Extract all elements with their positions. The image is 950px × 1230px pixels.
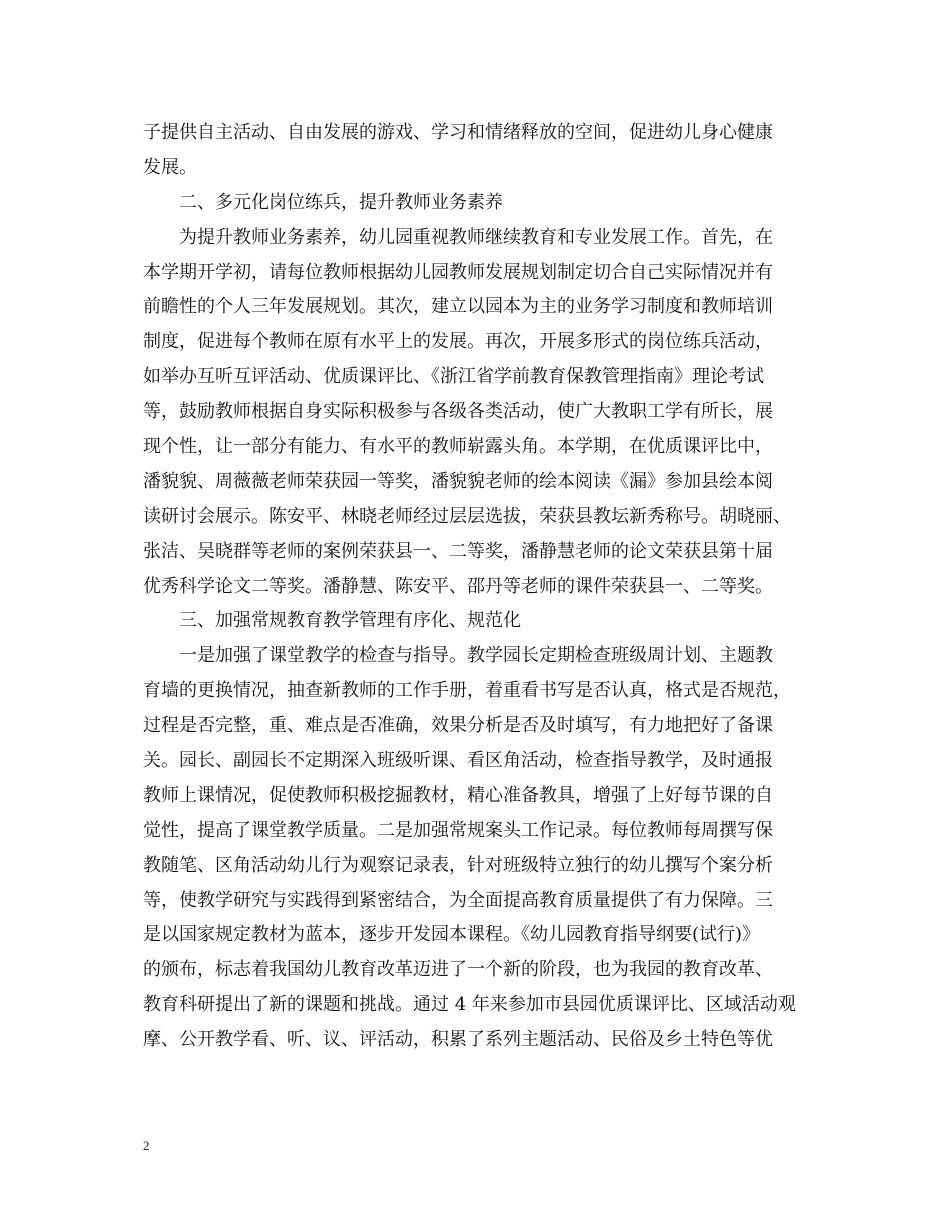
text-line: 本学期开学初，请每位教师根据幼儿园教师发展规划制定切合自己实际情况并有 (143, 261, 773, 283)
text-line: 优秀科学论文二等奖。潘静慧、陈安平、邵丹等老师的课件荣获县一、二等奖。 (143, 575, 773, 597)
body-text (143, 116, 823, 1058)
text-line: 是以国家规定教材为蓝本，逐步开发园本课程。《幼儿园教育指导纲要(试行)》 (143, 924, 761, 946)
text-line: 发展。 (143, 156, 197, 178)
text-line: 读研讨会展示。陈安平、林晓老师经过层层选拔，荣获县教坛新秀称号。胡晓丽、 (143, 505, 791, 527)
text-line: 制度，促进每个教师在原有水平上的发展。再次，开展多形式的岗位练兵活动， (143, 331, 773, 353)
text-line: 育墙的更换情况，抽查新教师的工作手册，着重看书写是否认真，格式是否规范， (143, 680, 791, 702)
page-number: 2 (143, 1138, 150, 1153)
text-line: 教育科研提出了新的课题和挑战。通过 4 年来参加市县园优质课评比、区域活动观 (143, 994, 796, 1016)
text-line: 为提升教师业务素养，幼儿园重视教师继续教育和专业发展工作。首先，在 (179, 226, 773, 248)
text-line: 教师上课情况，促使教师积极挖掘教材，精心准备教具，增强了上好每节课的自 (143, 784, 773, 806)
text-line: 等，使教学研究与实践得到紧密结合，为全面提高教育质量提供了有力保障。三 (143, 889, 773, 911)
text-line: 前瞻性的个人三年发展规划。其次，建立以园本为主的业务学习制度和教师培训 (143, 296, 773, 318)
text-line: 现个性，让一部分有能力、有水平的教师崭露头角。本学期，在优质课评比中， (143, 436, 773, 458)
text-line: 三、加强常规教育教学管理有序化、规范化 (179, 610, 521, 632)
text-line: 觉性，提高了课堂教学质量。二是加强常规案头工作记录。每位教师每周撰写保 (143, 819, 773, 841)
text-line: 关。园长、副园长不定期深入班级听课、看区角活动，检查指导教学，及时通报 (143, 750, 773, 772)
text-line: 张洁、吴晓群等老师的案例荣获县一、二等奖，潘静慧老师的论文荣获县第十届 (143, 540, 773, 562)
text-line: 如举办互听互评活动、优质课评比、《浙江省学前教育保教管理指南》理论考试 (143, 366, 764, 388)
text-line: 的颁布，标志着我国幼儿教育改革迈进了一个新的阶段，也为我园的教育改革、 (143, 959, 773, 981)
text-line: 子提供自主活动、自由发展的游戏、学习和情绪释放的空间，促进幼儿身心健康 (143, 122, 773, 143)
text-line: 等，鼓励教师根据自身实际积极参与各级各类活动，使广大教职工学有所长，展 (143, 401, 773, 423)
text-line: 二、多元化岗位练兵，提升教师业务素养 (179, 191, 503, 213)
text-line: 摩、公开教学看、听、议、评活动，积累了系列主题活动、民俗及乡土特色等优 (143, 1029, 773, 1051)
text-line: 教随笔、区角活动幼儿行为观察记录表，针对班级特立独行的幼儿撰写个案分析 (143, 854, 773, 876)
text-line: 一是加强了课堂教学的检查与指导。教学园长定期检查班级周计划、主题教 (179, 645, 773, 667)
text-line: 过程是否完整，重、难点是否准确，效果分析是否及时填写，有力地把好了备课 (143, 715, 773, 737)
text-line: 潘貌貌、周薇薇老师荣获园一等奖，潘貌貌老师的绘本阅读《漏》参加县绘本阅 (143, 470, 773, 492)
